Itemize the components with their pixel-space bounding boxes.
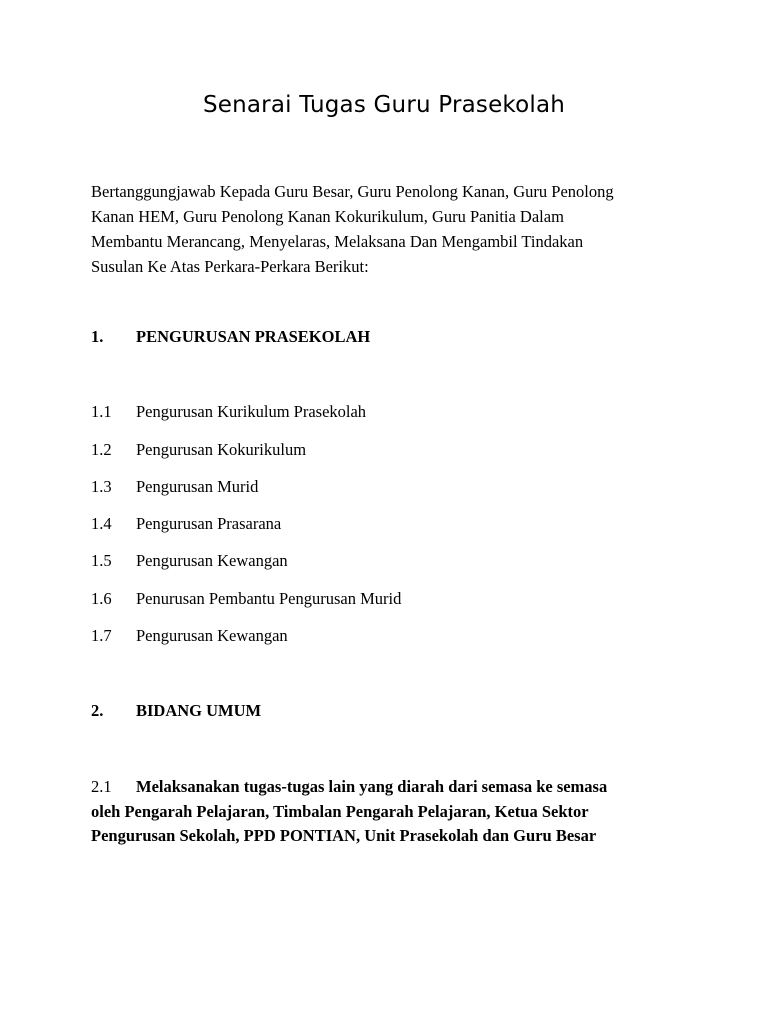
section-2-item [91, 775, 691, 849]
list-item [91, 589, 401, 609]
list-item [91, 626, 288, 646]
intro-line: Kanan HEM, Guru Penolong Kanan Kokurikulum, Guru Panitia Dalam [91, 207, 564, 226]
item-text: Pengurusan Kewangan [136, 551, 288, 570]
document-title: Senarai Tugas Guru Prasekolah [202, 92, 566, 118]
section-2-heading [91, 701, 261, 721]
list-item [91, 477, 258, 497]
item-number: 1.2 [91, 440, 112, 459]
item-text: Pengurusan Kewangan [136, 626, 288, 645]
item-text: Pengurusan Kokurikulum [136, 440, 307, 459]
section-number: 2. [91, 701, 104, 720]
intro-line: Membantu Merancang, Menyelaras, Melaksana Dan Mengambil Tindakan [91, 232, 584, 251]
item-number: 1.3 [91, 477, 112, 496]
item-text: Pengurusan Kurikulum Prasekolah [136, 402, 367, 421]
paragraph-line [91, 775, 691, 800]
item-text: Melaksanakan tugas-tugas lain yang diarah dari semasa ke semasa [136, 777, 608, 796]
section-title: PENGURUSAN PRASEKOLAH [136, 327, 371, 346]
item-number: 1.1 [91, 402, 112, 421]
item-text: Pengurusan Prasarana [136, 514, 282, 533]
paragraph-line: oleh Pengarah Pelajaran, Timbalan Pengarah Pelajaran, Ketua Sektor [91, 801, 589, 821]
item-text: Penurusan Pembantu Pengurusan Murid [136, 589, 402, 608]
intro-paragraph [91, 179, 691, 279]
list-item [91, 514, 281, 534]
section-1-heading [91, 327, 370, 347]
list-item [91, 402, 366, 422]
item-number: 1.4 [91, 514, 112, 533]
item-number: 1.6 [91, 589, 112, 608]
item-number: 1.7 [91, 626, 112, 645]
section-title: BIDANG UMUM [136, 701, 262, 720]
item-text: Pengurusan Murid [136, 477, 259, 496]
item-number: 2.1 [91, 777, 112, 796]
list-item [91, 440, 306, 460]
list-item [91, 551, 288, 571]
intro-line: Bertanggungjawab Kepada Guru Besar, Guru Penolong Kanan, Guru Penolong [91, 182, 614, 201]
intro-line: Susulan Ke Atas Perkara-Perkara Berikut: [91, 257, 369, 276]
paragraph-line: Pengurusan Sekolah, PPD PONTIAN, Unit Prasekolah dan Guru Besar [91, 826, 597, 845]
item-number: 1.5 [91, 551, 112, 570]
section-number: 1. [91, 327, 104, 346]
